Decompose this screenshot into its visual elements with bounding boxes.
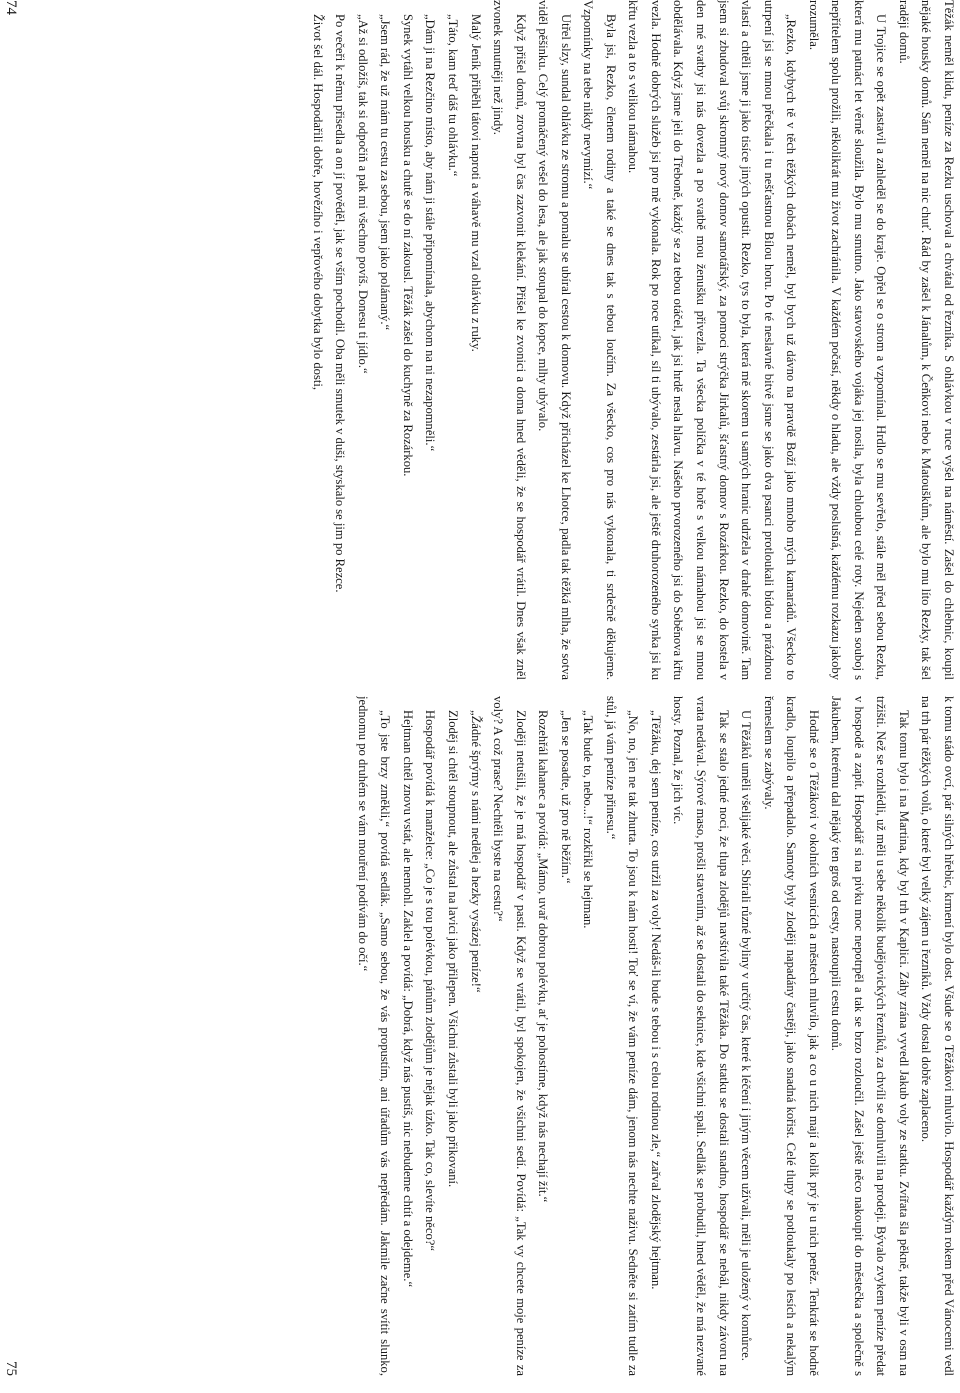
paragraph: Byla jsi, Rezko, členem rodiny a také se dnes tak s tebou loučím. Za všecko, cos pro nás vykonala, ti srdečně děkujeme. Vzpomínky na tebe nikdy nevymizí.“ — [581, 0, 618, 680]
paragraph: Synek vytáhl velkou housku a chutě se do ní zakousl. Těžák zašel do kuchyně za Rozárkou. — [400, 14, 415, 477]
paragraph: k tomu stádo ovcí, pár silných hřebic, krmení bylo dost. Všude se o Těžákovi mluvilo. Hospodář každým rokem před Vánocemi vedl na trh pár těžkých volů, o které byl velký zájem u řezníků. Vždy dostal dobře zaplaceno. — [919, 696, 956, 1376]
left-page-text — [56, 0, 960, 680]
paragraph: U Trojice se opět zastavil a zahleděl se do kraje. Opřel se o strom a vzpomínal. Hrdlo se mu sevřelo, stále měl před sebou Rezku, která mu patnáct let věrně sloužila. Bylo mu smutno. Jako stavovského vojáka jej nosila, byla chloubou celé roty. Nejeden souboj s nepřítelem spolu prožili, několikrát mu život zachránila. V každém počasí, někdy o hladu, ale vždy poslušná, každému rozkazu jakoby rozuměla. — [806, 0, 889, 680]
paragraph: „Tak bude to, nebo...!“ rozkřikl se hejtman. — [581, 710, 596, 929]
paragraph: „Rezko, kdybych tě v těch těžkých dobách neměl, byl bych už dávno na pravdě Boží jako mnoho mých kamarádů. Všecko to utrpení jsi se mnou přečkala i tu nešťastnou Bílou horu. Po té neslavné bitvě jsme se jako dva psanci protloukali bídou a prázdnou vlastí a chtěli jsme ji jako tisíce jiných opustit. Rezko, tys to byla, která mě skorem u samých hranic udržela v drahé domovině. Tam jsem si zbudoval svůj skromný nový domov samotářský, za pomoci strýčka Jirkalů, šťastný domov s Rozárkou. Rezko, do kostela v den mé svatby jsi nás dovezla a po svatbě mou ženušku přivezla. Ta všecka políčka v té hoře s velkou námahou jsi se mnou obdělávala. Když jsme jeli do Třeboně, každý se za tebou otáčel, jak jsi hrdě nesla hlavu. Našeho prvorozeného jsi do Soběnova křtu vezla. Hodně dobrých služeb jsi pro mě vykonala. Rok po roce utíkal, síl ti ubývalo, zestárla jsi, ale ještě druhorozeného synka jsi ku křtu vezla a to s velikou námahou. — [626, 0, 799, 680]
paragraph: „Dám ji na Rezčino místo, aby nám ji stále připomínala, abychom na ni nezapomněli.“ — [423, 14, 438, 452]
paragraph: „Až si odložíš, tak si odpočiň a pak mi všechno povíš. Donesu ti jídlo.“ — [355, 14, 370, 374]
paragraph: Utřel slzy, sundal ohlávku ze stromu a pomalu se ubíral cestou k domovu. Když přicházel ke Lhotce, padla tak těžká mlha, že sotva viděl pěšinku. Celý promáčený vešel do lesa, ale jak stoupal do kopce, mlhy ubývalo. — [536, 0, 573, 680]
paragraph: „Táto, kam teď dáš tu ohlávku.“ — [445, 14, 460, 177]
paragraph: Hospodář povídá k manželce: „Co je s tou polévkou, pánům zlodějům je nějak úzko. Tak co, slevíte něco?“ — [423, 710, 438, 1251]
paragraph: Těžák neměl klidu, peníze za Rezku uschoval a chvátal od řezníka. S ohlávkou v ruce vyšel na náměstí. Zašel do chlebnic, koupil nějaké housky domů. Sám neměl na nic chuť. Rád by zašel k Jánalům, k Čeňkovi nebo k Matouškům, ale bylo mu líto Rezky, tak šel raději domů. — [896, 0, 956, 680]
paragraph: „Jen se posadte, už pro ně běžím.“ — [558, 710, 573, 884]
paragraph: Zloději netušili, že je má hospodář v pasti. Když se vrátil, byl spokojen, že všichni sedí. Povídá: „Tak vy chcete moje peníze za voly? A což prase? Nechtěli byste na cestu?“ — [491, 696, 528, 1376]
page-number: 75 — [3, 1361, 19, 1376]
left-page — [0, 0, 960, 680]
right-page-text — [56, 696, 960, 1376]
right-page — [0, 696, 960, 1376]
paragraph: Tak tomu bylo i na Martina, kdy byl trh v Kaplici. Záhy zrána vyvedl Jakub voly ze statku. Zvířata šla pěkně, takže byli v osm na tržišti. Než se rozhlédli, už měli u sebe několik budějovických řezníků, za chvíli se domluvili na prodeji. Bývalo zvykem peníze předat v hospodě a zapít. Hospodář si na pivku moc nepotrpěl a tak se brzo rozloučil. Zašel ještě něco nakoupit do městečka a společně s Jakubem, kterému dal nějaký ten groš od cesty, nastoupili cestu domů. — [829, 696, 911, 1376]
paragraph: Hejtman chtěl znovu vstát, ale nemohl. Zaklel a povídá: „Dobrá, když nás pustíš, nic nebudeme chtít a odejdeme.“ — [400, 710, 415, 1288]
page-number: 74 — [3, 0, 19, 15]
paragraph: „Žádné šprýmy s námi nedělej a hezky vysázej peníze!“ — [468, 710, 483, 993]
paragraph: Život šel dál. Hospodařili dobře, hovězího i vepřového dobytka bylo dosti, — [310, 14, 325, 390]
paragraph: Rozehřál kahanec a povídá: „Mámo, uvař dobrou polévku, ať je pohostíme, když nás nechají žít.“ — [536, 710, 551, 1203]
paragraph: Zloděj si chtěl stoupnout, ale zůstal na lavici jako přilepen. Všichni zůstali byli jako přikovaní. — [445, 710, 460, 1188]
paragraph: „To jste brzy změkli,“ povídá sedlák. „Samo sebou, že vás propustím, ani úřadům vás nepředám. Jakmile začne svítit slunko, jednomu po druhém se vám mouření podívám do očí.“ — [355, 696, 393, 1376]
paragraph: Když přišel domů, zrovna byl čas zazvonit klekání. Přišel ke zvonici a doma hned věděli, že se hospodář vrátil. Dnes však zněl zvonek smutněji než jindy. — [491, 0, 528, 680]
paragraph: Po večeři k němu přisedla a on jí pověděl, jak se vším pochodil. Oba měli smutek v duši, styskalo se jim po Rezce. — [333, 14, 348, 593]
paragraph: Tak se stalo jedné noci, že tlupa zlodějů navštívila také Těžáka. Do statku se dostali snadno, hospodář se nebál, nikdy závoru na vrata nedával. Sýrové maso, prošli stavením, až se dostali do seknice, kde všichni spali. Sedlák se probudil, hned věděl, že má nezvané hosty. Poznal, že jich víc. — [671, 696, 731, 1376]
paragraph: „Jsem rád, že už mám tu cestu za sebou, jsem jako polámaný.“ — [378, 14, 393, 331]
paragraph: „No, no, jen ne tak zhurta. To jsou k nám hosti! Toť se ví, že vám peníze dám, jenom nás nechte naživu. Sedněte si zatím tudle za stůl, já vám peníze přinesu.“ — [603, 696, 641, 1376]
paragraph: U Těžáků uměli všelijaké věci. Sbírali různé byliny v určitý čas, které k léčení i jiným věcem užívali, měli je uložený v komůrce. — [739, 710, 754, 1361]
paragraph: „Těžáku, dej sem peníze, cos utržil za voly! Nedáš-li bude s tebou i s celou rodinou zle,“ zařval zlodějský hejtman. — [648, 710, 663, 1290]
paragraph: Malý Jeník přiběhl tátovi naproti a váhavě mu vzal ohlávku z ruky. — [468, 14, 483, 352]
paragraph: Hodně se o Těžákovi v okolních vesnicích a městech mluvilo, jak a co u nich mají a kolik prý je u nich peněz. Tenkrát se hodně kradlo, loupilo a přepadalo. Samoty byly zloději napadány častěji, jako snadná kořist. Celé tlupy se potloukaly po lesích a nekalým řemeslem se zabývaly. — [761, 696, 821, 1376]
